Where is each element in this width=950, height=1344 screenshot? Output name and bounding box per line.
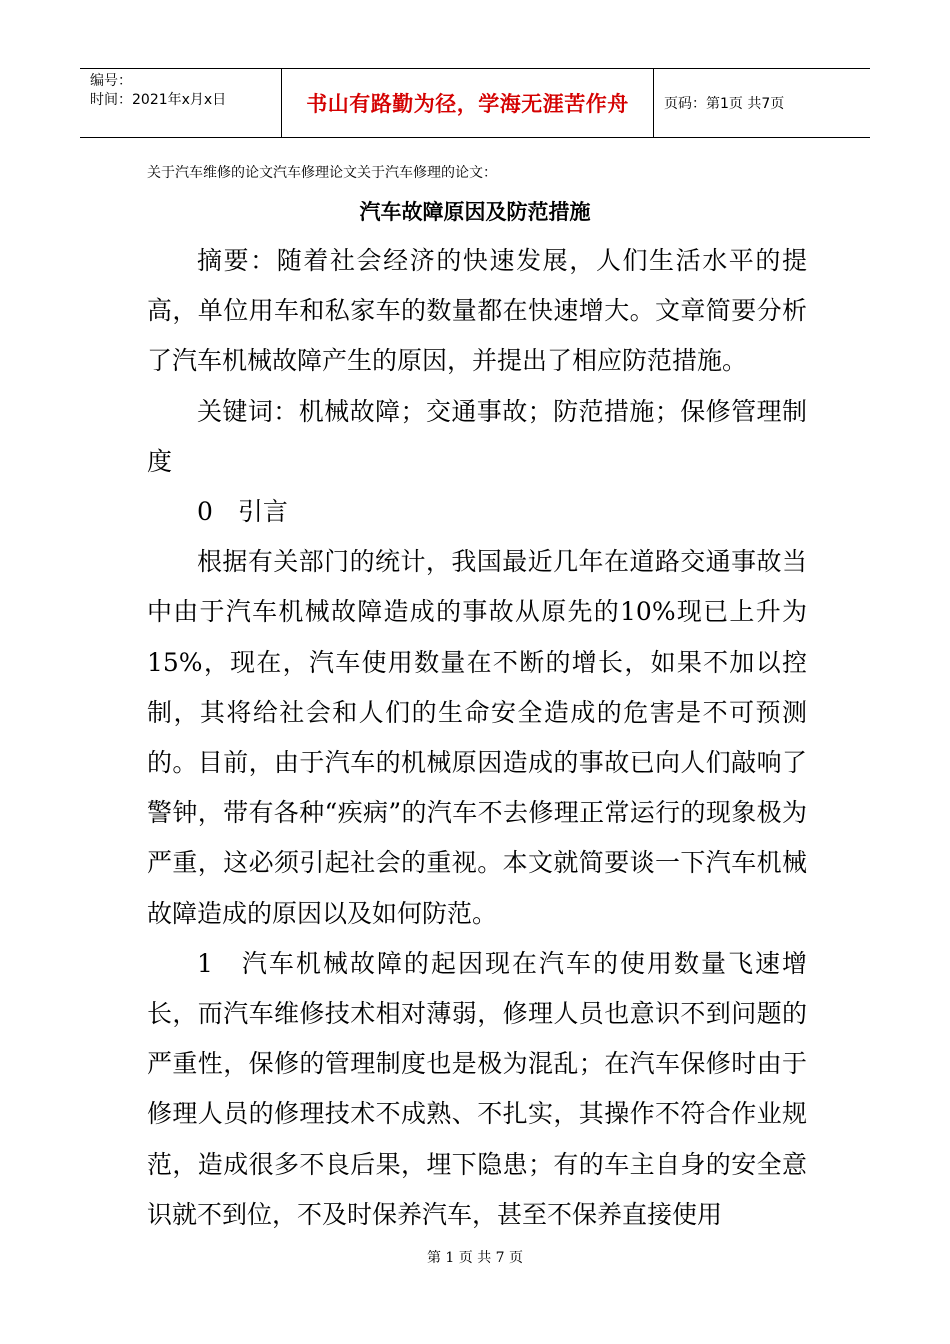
section-1-paragraph: 1 汽车机械故障的起因现在汽车的使用数量飞速增长，而汽车维修技术相对薄弱，修理人员也意识不到问题的严重性，保修的管理制度也是极为混乱；在汽车保修时由于修理人员的修理技术不成熟、不扎实，其操作不符合作业规范，造成很多不良后果，埋下隐患；有的车主自身的安全意识就不到位，不及时保养汽车，甚至不保养直接使用 — [147, 948, 807, 1229]
document-date-label: 时间：2021年x月x日 — [90, 92, 227, 108]
section-heading-intro: 0 引言 — [197, 497, 288, 527]
header-motto: 书山有路勤为径，学海无涯苦作舟 — [306, 92, 629, 116]
header-page-cell — [654, 69, 870, 137]
document-body — [147, 236, 807, 1240]
breadcrumb: 关于汽车维修的论文汽车修理论文关于汽车修理的论文： — [147, 165, 497, 181]
page-title: 汽车故障原因及防范措施 — [359, 200, 591, 224]
intro-paragraph: 根据有关部门的统计，我国最近几年在道路交通事故当中由于汽车机械故障造成的事故从原先的10%现已上升为15%，现在，汽车使用数量在不断的增长，如果不加以控制，其将给社会和人们的生命安全造成的危害是不可预测的。目前，由于汽车的机械原因造成的事故已向人们敲响了警钟，带有各种“疾病”的汽车不去修理正常运行的现象极为严重，这必须引起社会的重视。本文就简要谈一下汽车机械故障造成的原因以及如何防范。 — [147, 547, 807, 928]
keywords-paragraph: 关键词：机械故障；交通事故；防范措施；保修管理制度 — [147, 396, 807, 476]
header-motto-cell — [282, 69, 654, 137]
document-number-label: 编号： — [90, 73, 132, 89]
header-page-label: 页码：第1页 共7页 — [664, 96, 785, 112]
page-footer: 第 1 页 共 7 页 — [426, 1250, 524, 1266]
abstract-paragraph: 摘要：随着社会经济的快速发展，人们生活水平的提高，单位用车和私家车的数量都在快速增大。文章简要分析了汽车机械故障产生的原因，并提出了相应防范措施。 — [147, 246, 807, 376]
document-header — [80, 68, 870, 138]
header-meta — [80, 69, 282, 137]
